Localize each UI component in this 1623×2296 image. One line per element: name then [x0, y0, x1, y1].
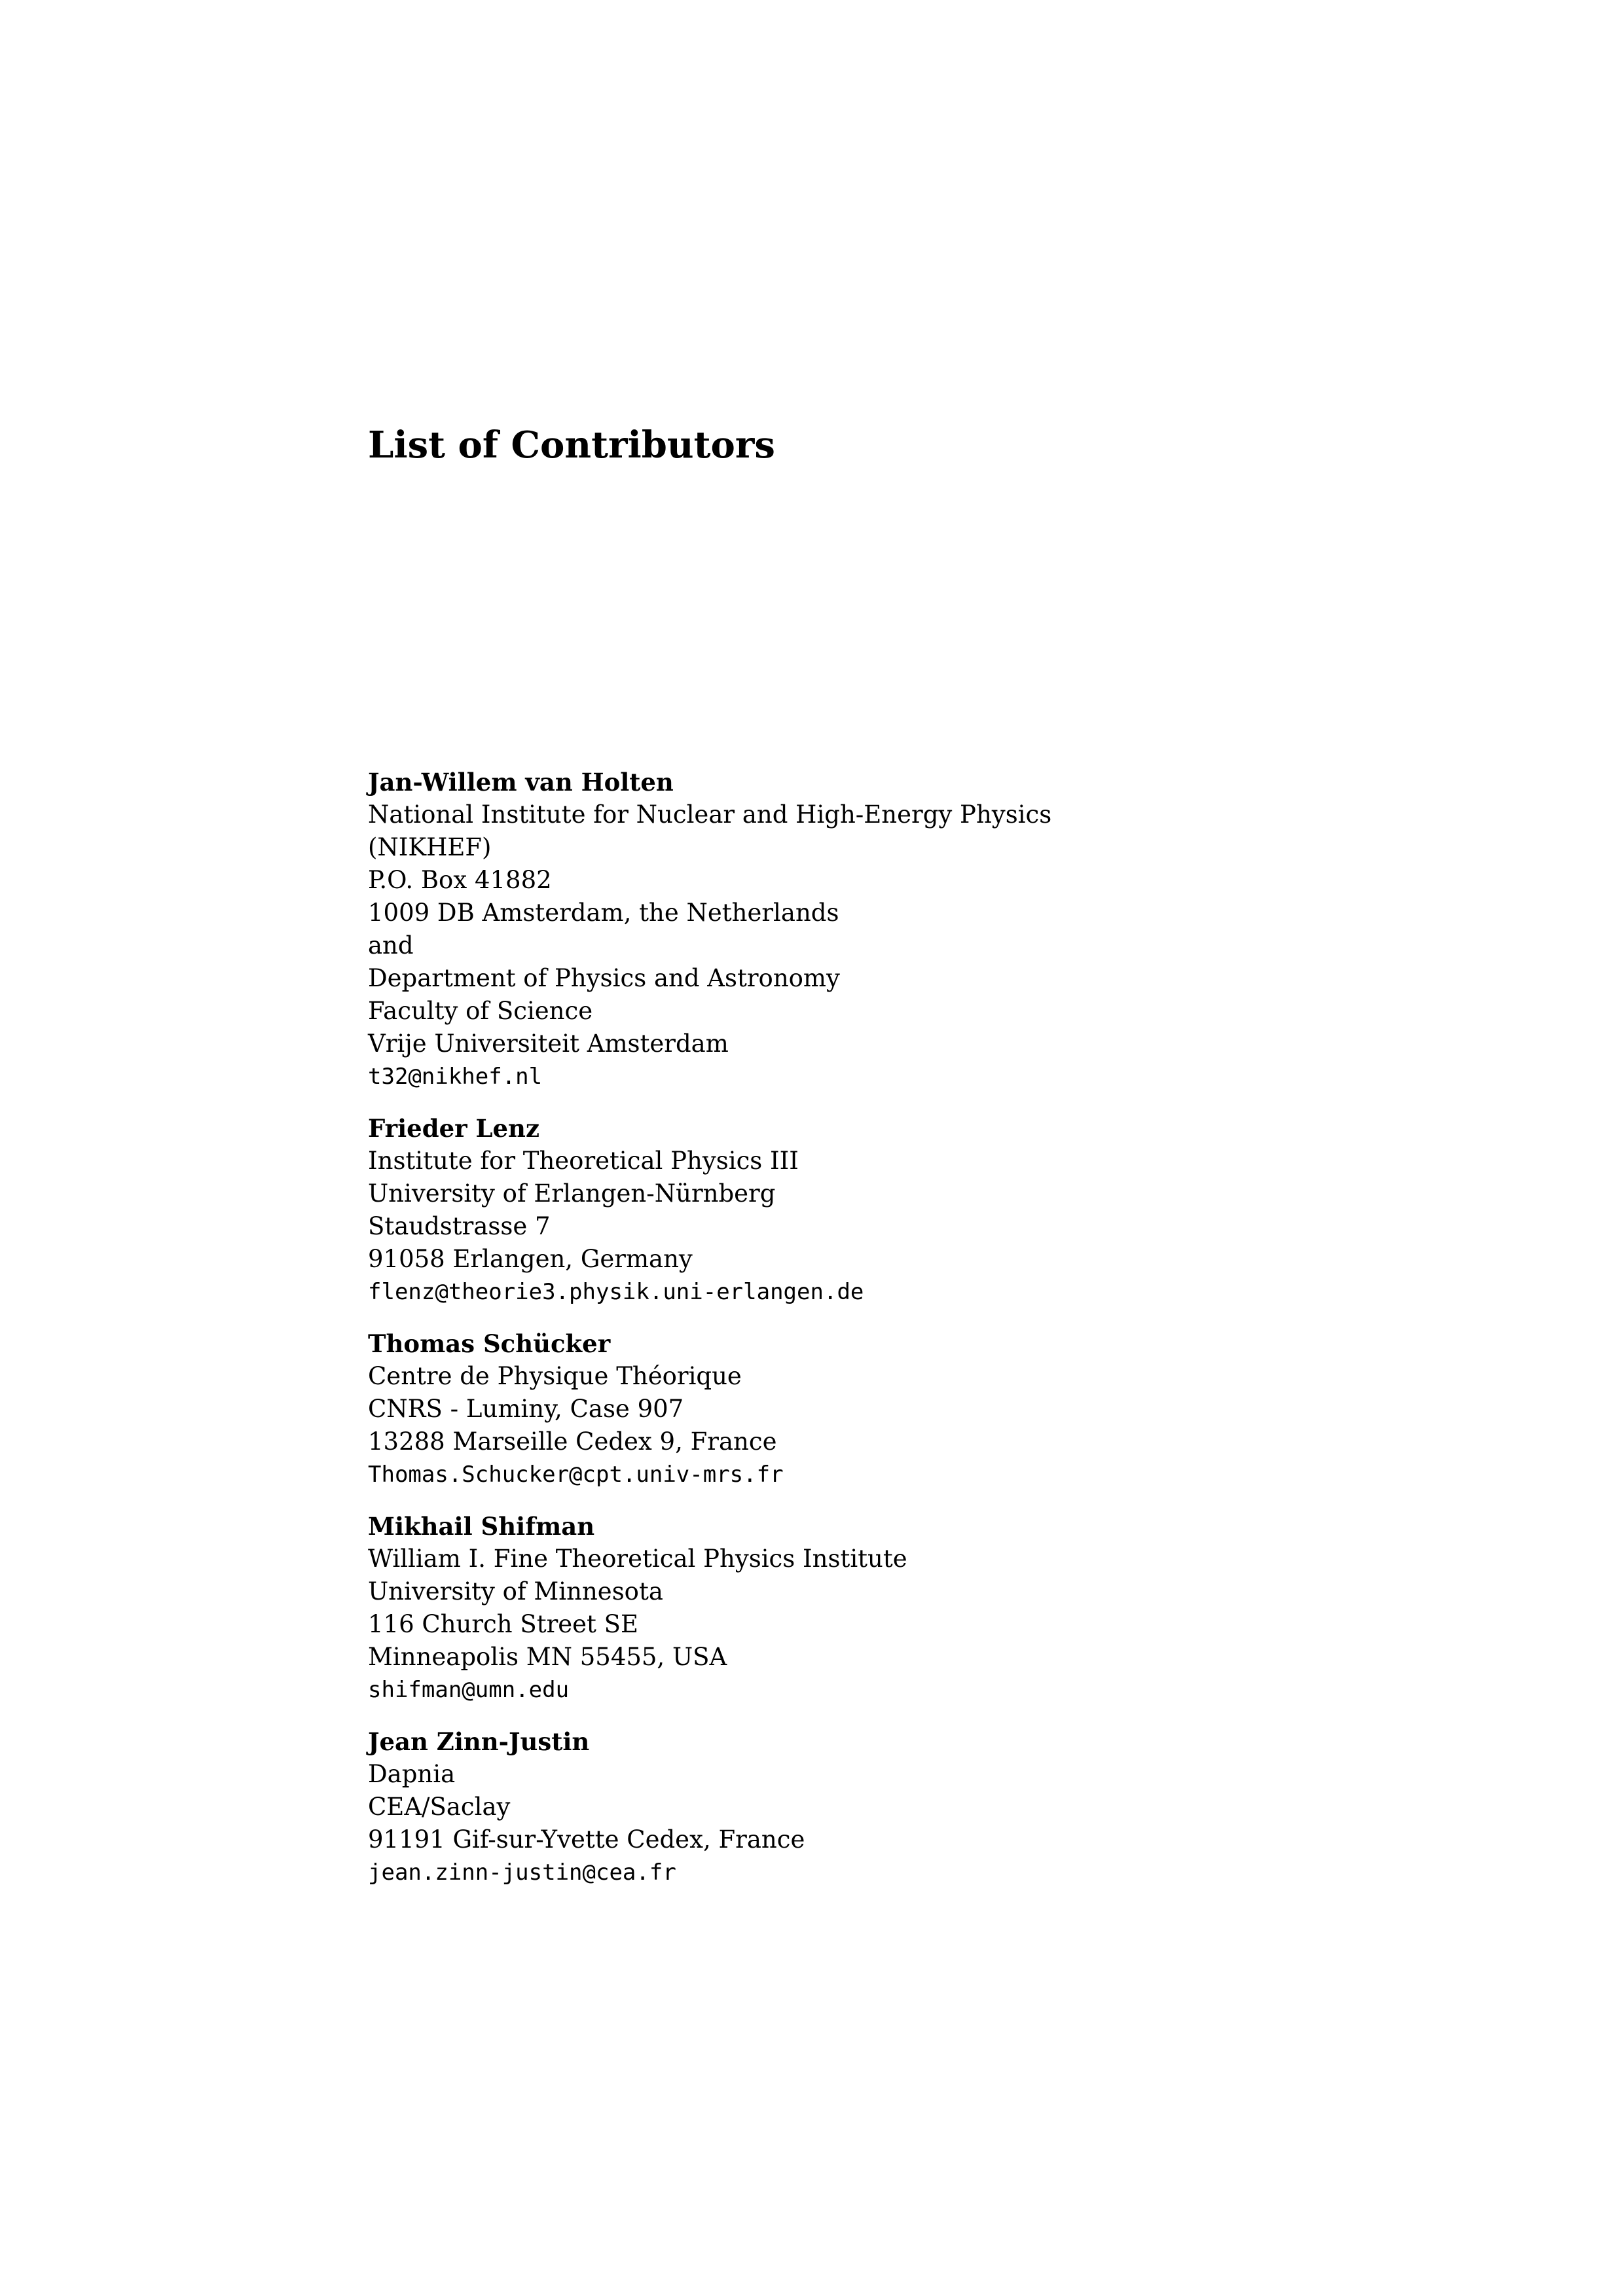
contributor-entry: [368, 1112, 1415, 1308]
contributor-email: flenz@theorie3.physik.uni-erlangen.de: [368, 1279, 864, 1305]
affiliation-line: University of Minnesota: [368, 1577, 663, 1605]
contributor-name: Frieder Lenz: [368, 1114, 539, 1143]
address-line: 116 Church Street SE: [368, 1610, 639, 1638]
contributor-entry: [368, 1510, 1415, 1706]
address-line: 1009 DB Amsterdam, the Netherlands: [368, 899, 839, 927]
address-line: P.O. Box 41882: [368, 866, 552, 894]
contributor-list: [368, 766, 1415, 1908]
address-line: Staudstrasse 7: [368, 1212, 551, 1240]
affiliation-line: Institute for Theoretical Physics III: [368, 1147, 799, 1175]
affiliation-line: Dapnia: [368, 1760, 456, 1788]
affiliation-line: William I. Fine Theoretical Physics Institute: [368, 1545, 907, 1573]
contributor-email: shifman@umn.edu: [368, 1677, 570, 1703]
address-line: CNRS - Luminy, Case 907: [368, 1395, 684, 1423]
address-line: Minneapolis MN 55455, USA: [368, 1643, 727, 1671]
contributor-name: Jean Zinn-Justin: [368, 1727, 590, 1756]
affiliation-line: Department of Physics and Astronomy: [368, 964, 840, 992]
contributor-email: t32@nikhef.nl: [368, 1064, 543, 1090]
contributor-email: jean.zinn-justin@cea.fr: [368, 1859, 676, 1886]
address-line: 13288 Marseille Cedex 9, France: [368, 1427, 777, 1456]
contributor-name: Mikhail Shifman: [368, 1512, 595, 1541]
contributor-name: Thomas Schücker: [368, 1329, 611, 1358]
contributor-email: Thomas.Schucker@cpt.univ-mrs.fr: [368, 1462, 784, 1488]
affiliation-line: CEA/Saclay: [368, 1793, 511, 1821]
contributor-name: Jan-Willem van Holten: [368, 768, 674, 797]
address-line: 91191 Gif-sur-Yvette Cedex, France: [368, 1825, 805, 1854]
affiliation-line: University of Erlangen-Nürnberg: [368, 1179, 776, 1208]
contributor-entry: [368, 1725, 1415, 1889]
affiliation-separator: and: [368, 931, 414, 960]
contributor-entry: [368, 766, 1415, 1093]
affiliation-line: (NIKHEF): [368, 833, 492, 861]
page-title: List of Contributors: [368, 423, 775, 467]
affiliation-line: Centre de Physique Théorique: [368, 1362, 742, 1390]
address-line: 91058 Erlangen, Germany: [368, 1245, 693, 1273]
affiliation-line: National Institute for Nuclear and High-Energy Physics: [368, 800, 1052, 829]
affiliation-line: Vrije Universiteit Amsterdam: [368, 1030, 729, 1058]
affiliation-line: Faculty of Science: [368, 997, 593, 1025]
contributor-entry: [368, 1327, 1415, 1491]
